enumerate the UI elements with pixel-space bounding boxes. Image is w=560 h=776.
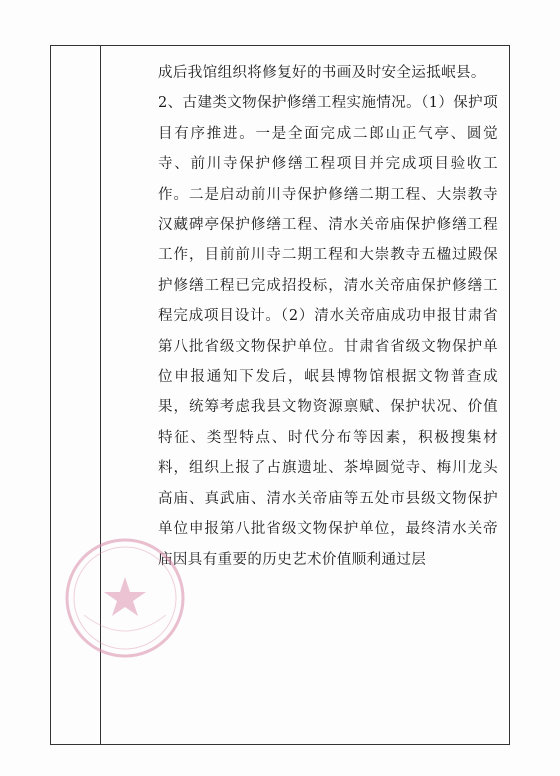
body-text — [158, 58, 498, 575]
paragraph-2: 2、古建类文物保护修缮工程实施情况。（1）保护项目有序推进。一是全面完成二郎山正气亭、圆觉寺、前川寺保护修缮工程项目并完成项目验收工作。二是启动前川寺保护修缮二期工程、大崇教寺汉藏碑亭保护修缮工程、清水关帝庙保护修缮工程工作，目前前川寺二期工程和大崇教寺五楹过殿保护修缮工程已完成招投标，清水关帝庙保护修缮工程完成项目设计。（2）清水关帝庙成功申报甘肃省第八批省级文物保护单位。甘肃省省级文物保护单位申报通知下发后，岷县博物馆根据文物普查成果，统筹考虑我县文物资源禀赋、保护状况、价值特征、类型特点、时代分布等因素，积极搜集材料，组织上报了占旗遗址、茶埠圆觉寺、梅川龙头高庙、真武庙、清水关帝庙等五处市县级文物保护单位申报第八批省级文物保护单位，最终清水关帝庙因具有重要的历史艺术价值顺利通过层 — [158, 95, 498, 568]
paragraph-1: 成后我馆组织将修复好的书画及时安全运抵岷县。 — [158, 65, 486, 81]
official-seal-stamp — [62, 535, 188, 661]
